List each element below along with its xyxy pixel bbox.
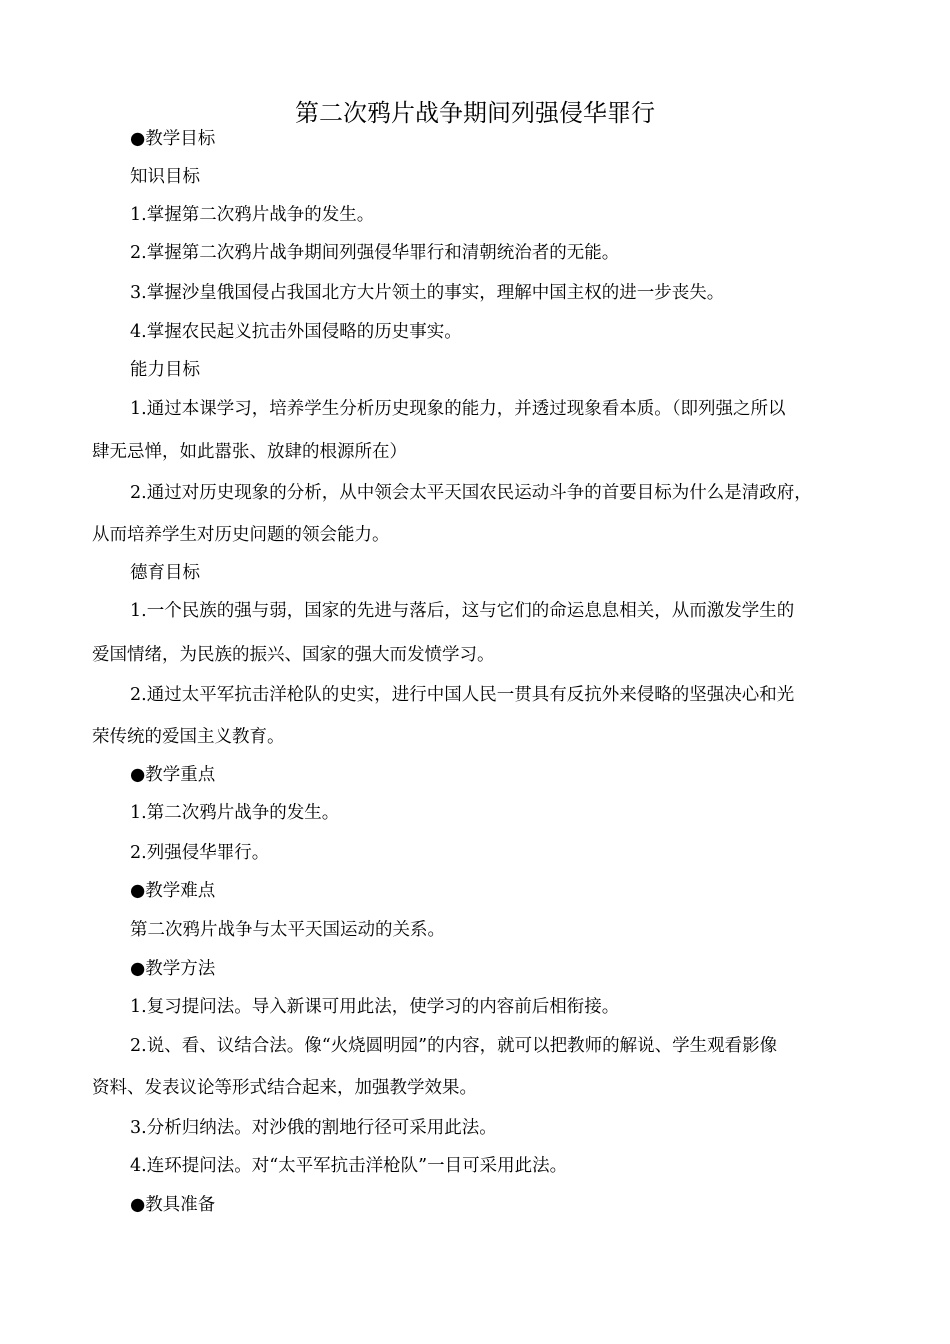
ability-item-2-line-1: 2.通过对历史现象的分析，从中领会太平天国农民运动斗争的首要目标为什么是清政府， [130, 483, 812, 503]
method-item-1: 1.复习提问法。导入新课可用此法，使学习的内容前后相衔接。 [130, 997, 620, 1017]
ability-item-1-line-1: 1.通过本课学习，培养学生分析历史现象的能力，并透过现象看本质。（即列强之所以 [130, 399, 786, 419]
section-heading-equipment: ●教具准备 [130, 1195, 216, 1215]
section-heading-objectives: ●教学目标 [130, 129, 216, 149]
subheading-ability: 能力目标 [130, 360, 200, 380]
moral-item-1-line-2: 爱国情绪，为民族的振兴、国家的强大而发愤学习。 [92, 645, 495, 665]
subheading-moral: 德育目标 [130, 563, 200, 583]
knowledge-item-3: 3.掌握沙皇俄国侵占我国北方大片领土的事实，理解中国主权的进一步丧失。 [130, 283, 725, 303]
method-item-4: 4.连环提问法。对“太平军抗击洋枪队”一目可采用此法。 [130, 1156, 568, 1176]
method-item-3: 3.分析归纳法。对沙俄的割地行径可采用此法。 [130, 1118, 497, 1138]
section-heading-methods: ●教学方法 [130, 959, 216, 979]
knowledge-item-2: 2.掌握第二次鸦片战争期间列强侵华罪行和清朝统治者的无能。 [130, 243, 620, 263]
method-item-2-line-1: 2.说、看、议结合法。像“火烧圆明园”的内容，就可以把教师的解说、学生观看影像 [130, 1036, 778, 1056]
knowledge-item-4: 4.掌握农民起义抗击外国侵略的历史事实。 [130, 322, 462, 342]
section-heading-key-points: ●教学重点 [130, 765, 216, 785]
moral-item-2-line-2: 荣传统的爱国主义教育。 [92, 727, 285, 747]
method-item-2-line-2: 资料、发表议论等形式结合起来，加强教学效果。 [92, 1078, 477, 1098]
document-title: 第二次鸦片战争期间列强侵华罪行 [295, 99, 655, 127]
knowledge-item-1: 1.掌握第二次鸦片战争的发生。 [130, 205, 375, 225]
key-point-1: 1.第二次鸦片战争的发生。 [130, 803, 340, 823]
section-heading-difficulty: ●教学难点 [130, 881, 216, 901]
moral-item-2-line-1: 2.通过太平军抗击洋枪队的史实，进行中国人民一贯具有反抗外来侵略的坚强决心和光 [130, 685, 795, 705]
moral-item-1-line-1: 1.一个民族的强与弱，国家的先进与落后，这与它们的命运息息相关，从而激发学生的 [130, 601, 795, 621]
ability-item-1-line-2: 肆无忌惮，如此嚣张、放肆的根源所在） [92, 442, 407, 462]
ability-item-2-line-2: 从而培养学生对历史问题的领会能力。 [92, 525, 390, 545]
subheading-knowledge: 知识目标 [130, 167, 200, 187]
difficulty-text: 第二次鸦片战争与太平天国运动的关系。 [130, 920, 445, 940]
key-point-2: 2.列强侵华罪行。 [130, 843, 270, 863]
